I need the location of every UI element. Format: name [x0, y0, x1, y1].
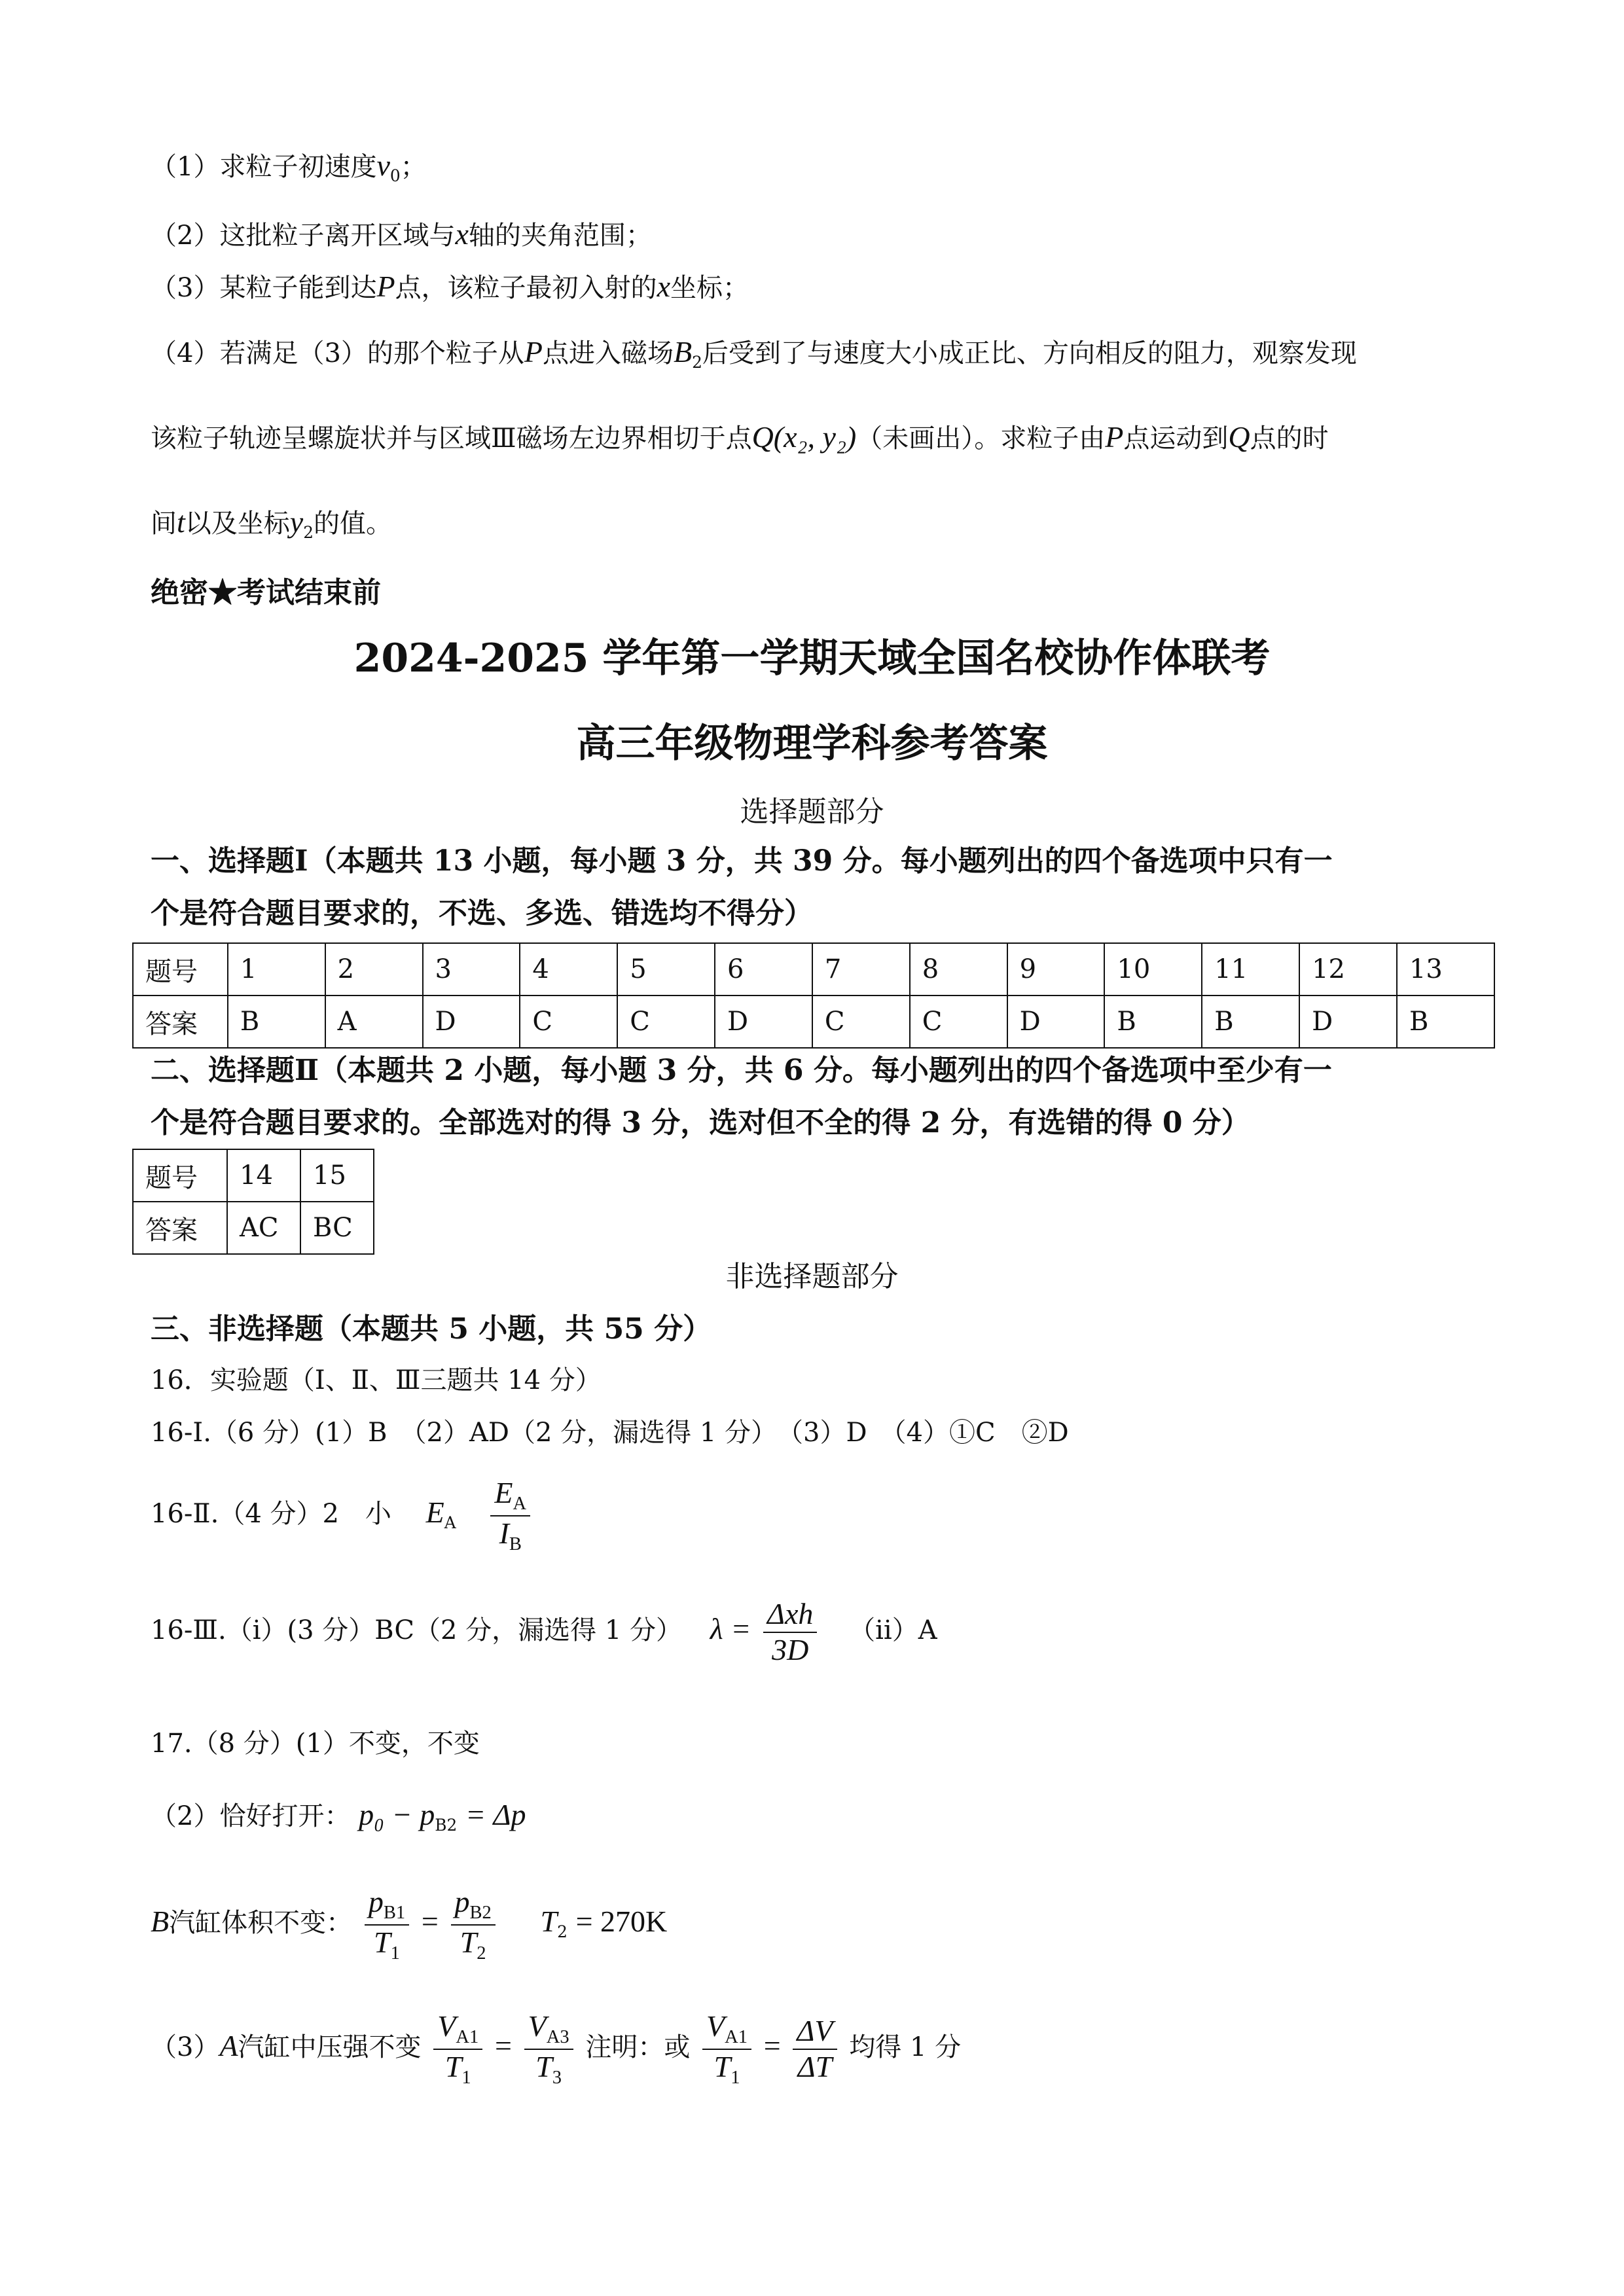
answer-17-2: （2）恰好打开： $p_0 - p_{B2} = \Delta p$	[151, 1798, 526, 1835]
section-2-heading: 二、选择题Ⅱ（本题共 2 小题，每小题 3 分，共 6 分。每小题列出的四个备选项中至少有一	[151, 1054, 1332, 1087]
secret-label: 绝密★考试结束前	[151, 576, 381, 609]
table-cell: D	[715, 996, 812, 1048]
row-label-answer: 答案	[133, 996, 228, 1048]
table-cell: 14	[227, 1149, 300, 1202]
answer-table-2	[132, 1149, 374, 1255]
table-cell: 1	[228, 943, 325, 996]
section-1-heading: 一、选择题Ⅰ（本题共 13 小题，每小题 3 分，共 39 分。每小题列出的四个备选项中只有一	[151, 844, 1333, 878]
table-cell: 8	[910, 943, 1007, 996]
fraction: $\frac{\text{Δxh}}{3D}$	[763, 1597, 817, 1668]
fraction: $\frac{p_{B2}}{T_2}$	[451, 1885, 496, 1965]
table-cell: C	[910, 996, 1007, 1048]
section-1-heading-cont: 个是符合题目要求的，不选、多选、错选均不得分）	[151, 897, 813, 930]
table-cell: B	[1104, 996, 1202, 1048]
answer-table-1	[132, 942, 1495, 1049]
fraction: $\frac{V_{A1}}{T_1}$	[702, 2009, 751, 2089]
question-4-line-1: （4）若满足（3）的那个粒子从P点进入磁场$B_2$后受到了与速度大小成正比、方向相反的阻力，观察发现	[151, 335, 1357, 372]
answer-17-b: B汽缸体积不变： $\frac{p_{B1}}{T_1}$ = $\frac{p_{B2}}{T_2}$ $T_2 = 270K$	[151, 1885, 668, 1964]
table-cell: 9	[1007, 943, 1105, 996]
question-3: （3）某粒子能到达P点，该粒子最初入射的x坐标；	[151, 270, 749, 303]
fraction: $\frac{V_{A3}}{T_3}$	[524, 2009, 573, 2089]
fraction: $\frac{E_A}{I_B}$	[490, 1476, 530, 1556]
fraction: $\frac{\Delta V}{\Delta T}$	[793, 2014, 837, 2085]
table-cell: 2	[325, 943, 423, 996]
table-cell: 7	[812, 943, 910, 996]
table-cell: 4	[520, 943, 617, 996]
table-cell: D	[423, 996, 520, 1048]
question-4-line-3: 间t以及坐标$y_2$的值。	[151, 505, 392, 542]
table-cell: 6	[715, 943, 812, 996]
fraction: $\frac{p_{B1}}{T_1}$	[365, 1885, 409, 1965]
answer-17-3: （3）A汽缸中压强不变 $\frac{V_{A1}}{T_1}$ = $\frac{V_{A3}}{T_3}$ 注明：或 $\frac{V_{A1}}{T_1}$ = $\frac{\Delta V}{\Delta T}$ 均得 1 分	[151, 2009, 962, 2089]
table-row	[133, 1202, 374, 1254]
answer-16-3: 16-Ⅲ.（ⅰ）(3 分）BC（2 分，漏选得 1 分） λ = $\frac{\text{Δxh}}{3D}$ （ⅱ）A	[151, 1597, 937, 1666]
table-cell: 13	[1397, 943, 1494, 996]
page-subtitle: 高三年级物理学科参考答案	[576, 721, 1048, 766]
table-row	[133, 1149, 374, 1202]
table-cell: 11	[1202, 943, 1299, 996]
table-cell: 12	[1299, 943, 1397, 996]
table-cell: C	[617, 996, 715, 1048]
answer-16: 16．实验题（Ⅰ、Ⅱ、Ⅲ三题共 14 分）	[151, 1365, 602, 1395]
table-cell: A	[325, 996, 423, 1048]
question-2: （2）这批粒子离开区域与x轴的夹角范围；	[151, 217, 652, 251]
table-cell: D	[1007, 996, 1105, 1048]
row-label-answer: 答案	[133, 1202, 227, 1254]
section-2-heading-cont: 个是符合题目要求的。全部选对的得 3 分，选对但不全的得 2 分，有选错的得 0 分）	[151, 1106, 1250, 1139]
row-label-question: 题号	[133, 943, 228, 996]
section-3-heading: 三、非选择题（本题共 5 小题，共 55 分）	[151, 1312, 712, 1346]
table-cell: C	[520, 996, 617, 1048]
table-cell: AC	[227, 1202, 300, 1254]
table-row	[133, 996, 1494, 1048]
table-row	[133, 943, 1494, 996]
table-cell: 15	[300, 1149, 374, 1202]
question-1: （1）求粒子初速度$v_0$；	[151, 149, 427, 185]
question-4-line-2: 该粒子轨迹呈螺旋状并与区域Ⅲ磁场左边界相切于点Q(x₂, y₂)（未画出）。求粒子由P点运动到Q点的时	[151, 420, 1329, 454]
table-cell: 5	[617, 943, 715, 996]
part-heading-nonchoice: 非选择题部分	[725, 1260, 899, 1293]
table-cell: D	[1299, 996, 1397, 1048]
table-cell: B	[228, 996, 325, 1048]
answer-16-1: 16-Ⅰ.（6 分）(1）B （2）AD（2 分，漏选得 1 分） （3）D （4）①C ②D	[151, 1418, 1069, 1448]
row-label-question: 题号	[133, 1149, 227, 1202]
answer-17-1: 17.（8 分）(1）不变，不变	[151, 1729, 480, 1759]
table-cell: B	[1202, 996, 1299, 1048]
part-heading-choice: 选择题部分	[740, 795, 884, 829]
table-cell: 10	[1104, 943, 1202, 996]
table-cell: B	[1397, 996, 1494, 1048]
table-cell: 3	[423, 943, 520, 996]
page-title: 2024-2025 学年第一学期天域全国名校协作体联考	[353, 636, 1271, 681]
fraction: $\frac{V_{A1}}{T_1}$	[433, 2009, 482, 2089]
table-cell: C	[812, 996, 910, 1048]
answer-16-2: 16-Ⅱ.（4 分）2 小 $E_A$ $\frac{E_A}{I_B}$	[151, 1476, 534, 1556]
table-cell: BC	[300, 1202, 374, 1254]
